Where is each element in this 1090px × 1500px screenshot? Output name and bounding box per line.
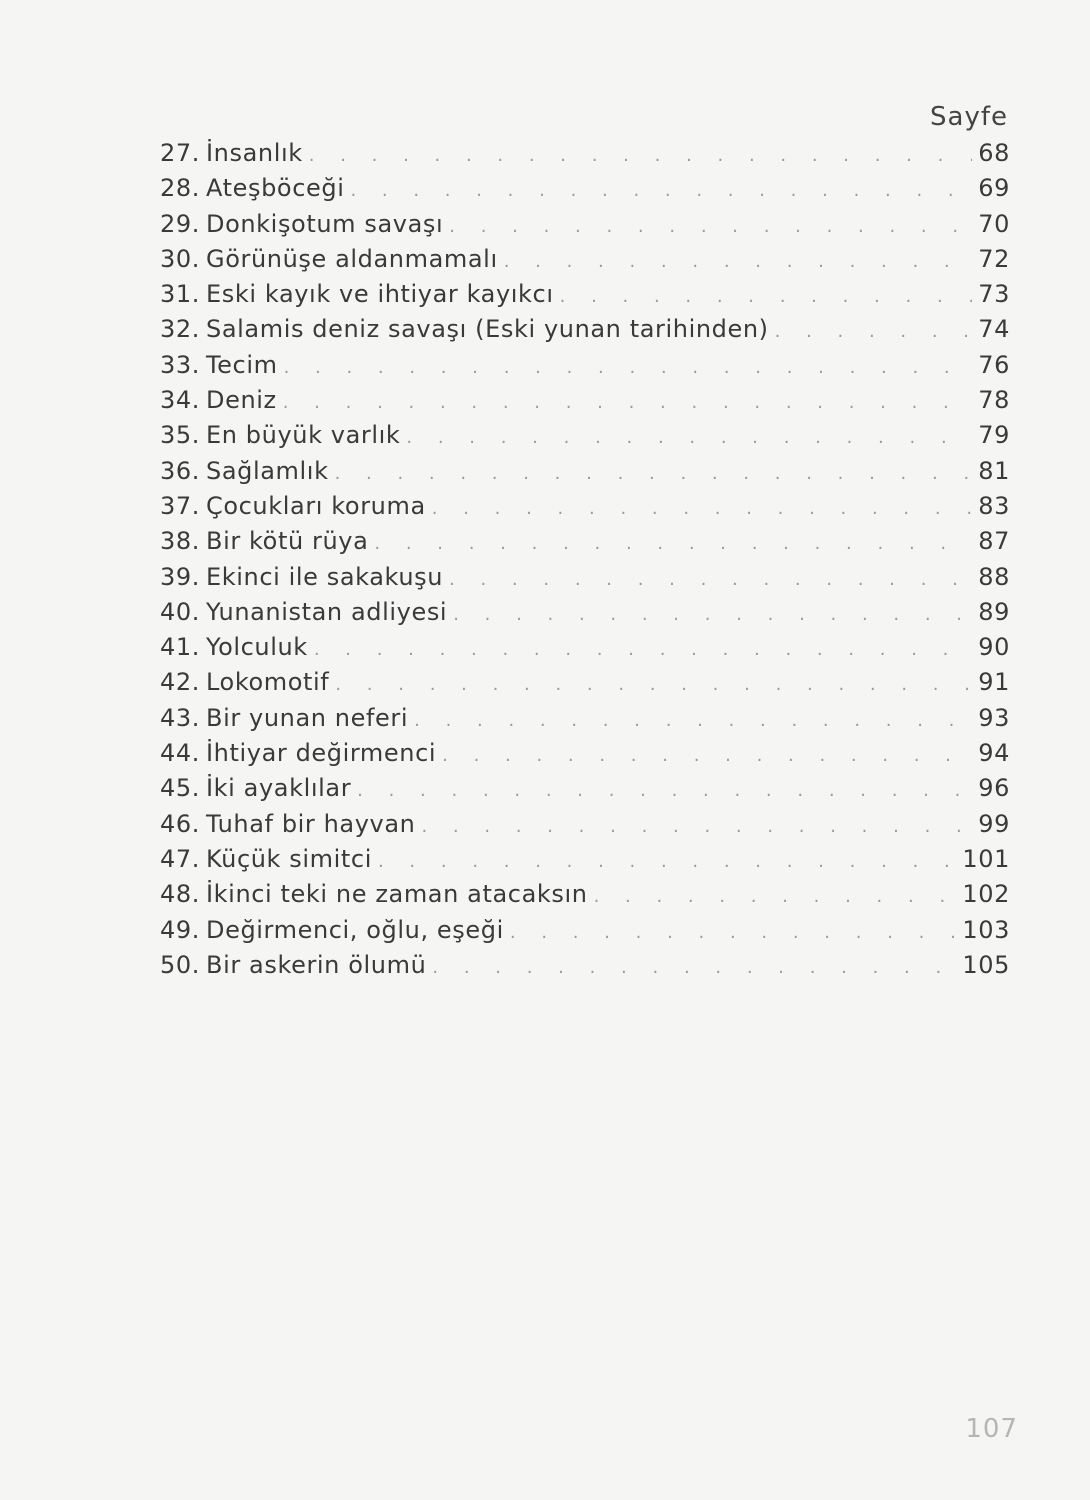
toc-entry: [160, 210, 1010, 245]
toc-leader-dots: [309, 145, 972, 166]
toc-entry-number: 44.: [160, 739, 200, 768]
toc-entry-title: Tuhaf bir hayvan: [206, 809, 416, 838]
toc-entry: [160, 951, 1010, 986]
toc-entry: [160, 351, 1010, 386]
toc-entry-number: 28.: [160, 174, 200, 203]
toc-entry-title: Ateşböceği: [206, 174, 345, 203]
toc-entry-title: Küçük simitci: [206, 844, 372, 873]
toc-entry-number: 36.: [160, 456, 200, 485]
toc-entry-page: 74: [978, 315, 1010, 344]
toc-leader-dots: [335, 674, 972, 695]
toc-entry-page: 83: [978, 491, 1010, 520]
toc-entry-page: 76: [978, 350, 1010, 379]
toc-leader-dots: [414, 710, 972, 731]
toc-entry: [160, 633, 1010, 668]
toc-entry-title: Sağlamlık: [206, 456, 329, 485]
toc-entry-number: 40.: [160, 597, 200, 626]
toc-entry-title: Donkişotum savaşı: [206, 209, 444, 238]
toc-entry-number: 37.: [160, 491, 200, 520]
toc-entry-number: 50.: [160, 950, 200, 979]
toc-entry-page: 79: [978, 421, 1010, 450]
toc-entry-page: 81: [978, 456, 1010, 485]
toc-entry-title: Salamis deniz savaşı (Eski yunan tarihinden): [206, 315, 769, 344]
toc-entry-page: 91: [978, 668, 1010, 697]
toc-entry: [160, 174, 1010, 209]
toc-leader-dots: [378, 851, 958, 872]
toc-leader-dots: [432, 498, 972, 519]
toc-entry: [160, 845, 1010, 880]
toc-entry-title: Deniz: [206, 386, 277, 415]
toc-entry-page: 87: [978, 527, 1010, 556]
toc-entry: [160, 916, 1010, 951]
toc-leader-dots: [449, 569, 972, 590]
toc-entry: [160, 668, 1010, 703]
toc-entry-number: 49.: [160, 915, 200, 944]
toc-entry-page: 90: [978, 633, 1010, 662]
toc-entry: [160, 245, 1010, 280]
toc-entry: [160, 880, 1010, 915]
toc-entry-page: 78: [978, 386, 1010, 415]
toc-entry-number: 32.: [160, 315, 200, 344]
toc-leader-dots: [284, 357, 972, 378]
toc-entry-number: 47.: [160, 844, 200, 873]
page-number: 107: [965, 1414, 1018, 1444]
toc-entry-page: 73: [978, 280, 1010, 309]
toc-entry-title: Bir yunan neferi: [206, 703, 409, 732]
toc-entry-title: Bir kötü rüya: [206, 527, 369, 556]
toc-leader-dots: [504, 251, 972, 272]
toc-entry-page: 72: [978, 244, 1010, 273]
toc-entry-page: 101: [962, 844, 1010, 873]
toc-entry-page: 105: [962, 950, 1010, 979]
toc-entry-number: 33.: [160, 350, 200, 379]
toc-entry: [160, 492, 1010, 527]
toc-entry: [160, 457, 1010, 492]
toc-entry-number: 35.: [160, 421, 200, 450]
toc-entry-page: 89: [978, 597, 1010, 626]
toc-leader-dots: [374, 533, 972, 554]
toc-leader-dots: [335, 463, 972, 484]
toc-entry-title: Ekinci ile sakakuşu: [206, 562, 444, 591]
toc-entry-page: 70: [978, 209, 1010, 238]
toc-leader-dots: [350, 180, 972, 201]
toc-entry-page: 88: [978, 562, 1010, 591]
toc-entry-page: 103: [962, 915, 1010, 944]
toc-entry: [160, 421, 1010, 456]
toc-leader-dots: [314, 639, 972, 660]
toc-entry-title: İkinci teki ne zaman atacaksın: [206, 880, 588, 909]
toc-entry-number: 45.: [160, 774, 200, 803]
toc-entry: [160, 563, 1010, 598]
toc-entry-title: En büyük varlık: [206, 421, 401, 450]
toc-entry-title: Çocukları koruma: [206, 491, 426, 520]
toc-entry-number: 39.: [160, 562, 200, 591]
toc-leader-dots: [357, 780, 972, 801]
toc-entry: [160, 280, 1010, 315]
toc-entry-page: 99: [978, 809, 1010, 838]
toc-entry: [160, 810, 1010, 845]
toc-entry-title: İki ayaklılar: [206, 774, 352, 803]
toc-entry-number: 43.: [160, 703, 200, 732]
toc-entry: [160, 139, 1010, 174]
toc-entry-number: 30.: [160, 244, 200, 273]
toc-entry-number: 42.: [160, 668, 200, 697]
toc-leader-dots: [421, 816, 972, 837]
toc-entry: [160, 598, 1010, 633]
toc-entry-number: 41.: [160, 633, 200, 662]
toc-entry-page: 94: [978, 739, 1010, 768]
toc-entry-title: Tecim: [206, 350, 278, 379]
toc-entry-number: 38.: [160, 527, 200, 556]
toc-entry-page: 68: [978, 139, 1010, 167]
toc-entry-number: 29.: [160, 209, 200, 238]
toc-entry-number: 27.: [160, 139, 200, 167]
toc-entry-title: Eski kayık ve ihtiyar kayıkcı: [206, 280, 554, 309]
toc-leader-dots: [453, 604, 972, 625]
toc-leader-dots: [432, 957, 958, 978]
toc-entry-number: 46.: [160, 809, 200, 838]
toc-entry-title: Bir askerin ölumü: [206, 950, 427, 979]
toc-leader-dots: [406, 427, 972, 448]
toc-entry-title: Görünüşe aldanmamalı: [206, 244, 498, 273]
toc-entry-number: 31.: [160, 280, 200, 309]
toc-entry-page: 93: [978, 703, 1010, 732]
toc-entry: [160, 527, 1010, 562]
toc-entry-title: Lokomotif: [206, 668, 330, 697]
toc-entry: [160, 315, 1010, 350]
toc-leader-dots: [560, 286, 972, 307]
toc-entry: [160, 704, 1010, 739]
toc-entry: [160, 774, 1010, 809]
toc-entry-title: İnsanlık: [206, 139, 303, 167]
toc-entry-number: 34.: [160, 386, 200, 415]
toc-leader-dots: [442, 745, 972, 766]
toc-leader-dots: [283, 392, 972, 413]
toc-entry-page: 96: [978, 774, 1010, 803]
toc-entry-title: Değirmenci, oğlu, eşeği: [206, 915, 504, 944]
table-of-contents: [160, 139, 1010, 986]
page-column-header: Sayfe: [930, 102, 1008, 132]
toc-entry-title: Yunanistan adliyesi: [206, 597, 448, 626]
toc-entry-title: Yolculuk: [206, 633, 308, 662]
toc-leader-dots: [594, 886, 959, 907]
toc-entry-number: 48.: [160, 880, 200, 909]
toc-leader-dots: [449, 216, 972, 237]
toc-entry: [160, 386, 1010, 421]
toc-entry-page: 69: [978, 174, 1010, 203]
toc-entry-title: İhtiyar değirmenci: [206, 739, 437, 768]
toc-entry: [160, 739, 1010, 774]
toc-entry-page: 102: [962, 880, 1010, 909]
toc-leader-dots: [510, 922, 959, 943]
toc-leader-dots: [775, 321, 972, 342]
